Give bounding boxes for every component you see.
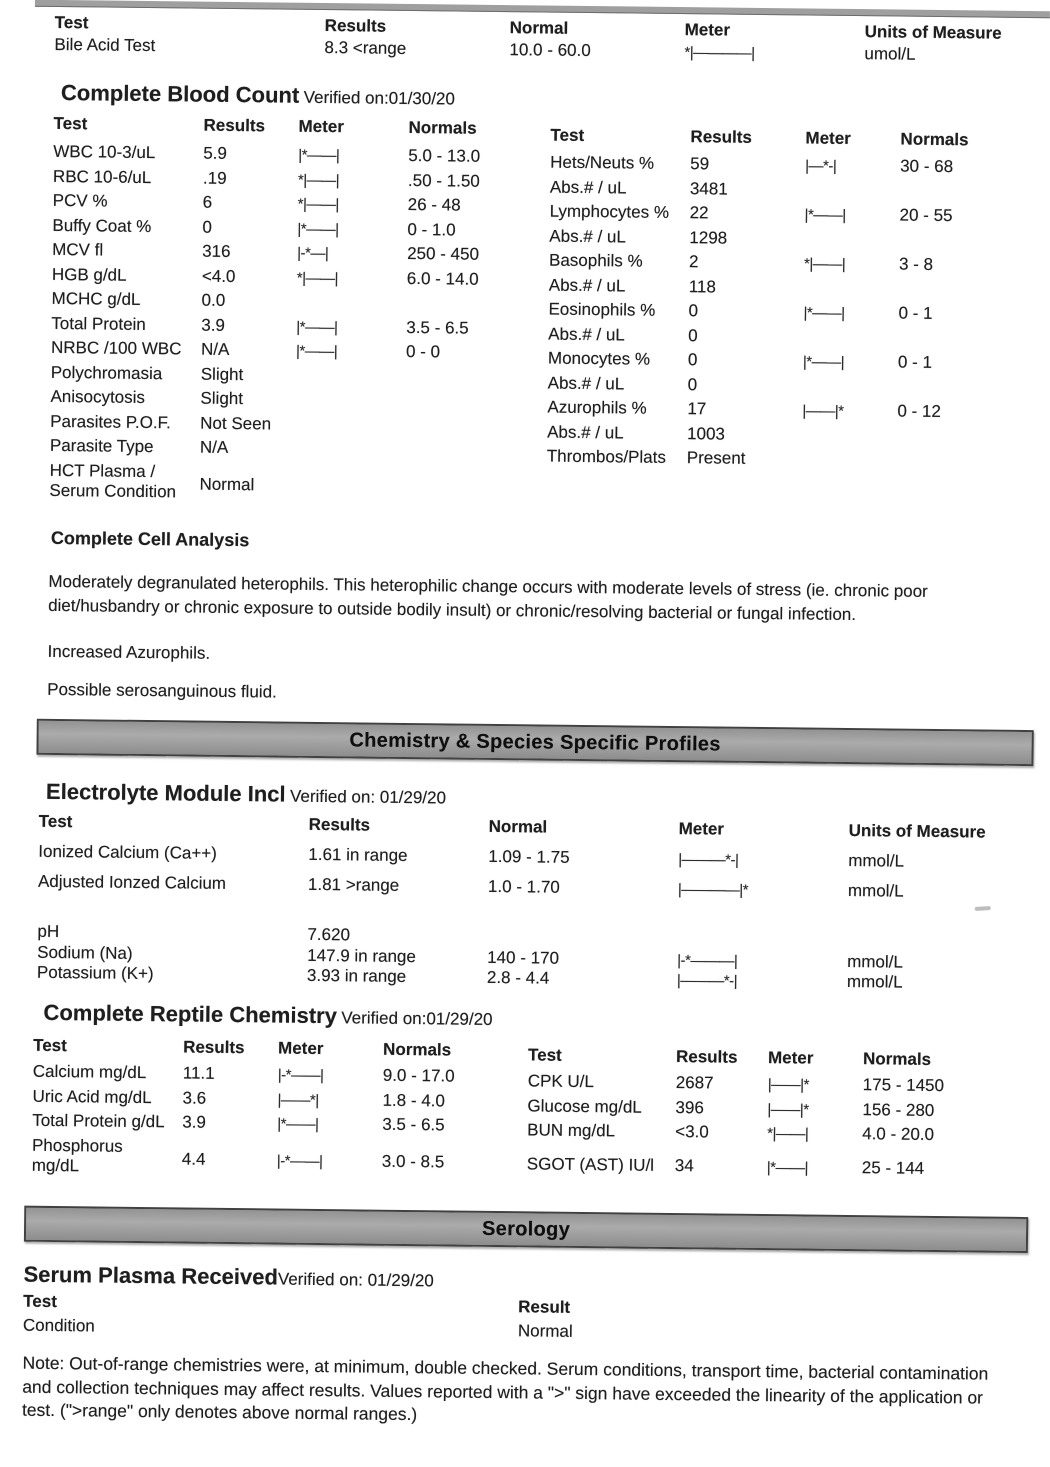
- result-value-cell: 1298: [689, 227, 728, 248]
- result-value-cell: <3.0: [675, 1122, 709, 1142]
- test-name-cell: BUN mg/dL: [527, 1120, 616, 1141]
- test-name-cell: MCHC g/dL: [51, 288, 141, 309]
- test-name-cell: Adjusted Ionzed Calcium: [37, 871, 227, 893]
- result-value-cell: N/A: [200, 339, 230, 359]
- normal-range-cell: 1.0 - 1.70: [487, 876, 560, 897]
- cbc-right-table: [547, 126, 996, 477]
- range-meter: *|——|: [767, 1125, 809, 1143]
- col-header-meter: Meter: [805, 128, 851, 148]
- test-name-cell: Azurophils %: [547, 397, 647, 418]
- normals-cell: [404, 487, 499, 488]
- test-name-cell: Potassium (K+): [36, 962, 154, 984]
- result-value-cell: 1.81 >range: [307, 874, 400, 895]
- normals-cell: 250 - 450: [407, 243, 480, 264]
- cbc-left-table: [49, 114, 503, 511]
- normal-range-cell: 1.09 - 1.75: [488, 846, 570, 867]
- range-meter: [803, 342, 898, 343]
- result-value-cell: 11.1: [182, 1063, 215, 1083]
- units-cell: mmol/L: [847, 951, 903, 972]
- result-value-cell: 0: [687, 350, 698, 370]
- result-value-cell: 7.620: [307, 924, 351, 945]
- result-value-cell: Present: [686, 448, 746, 468]
- normals-cell: [898, 392, 993, 393]
- normals-cell: 0 - 1.0: [407, 219, 456, 240]
- result-value-cell: 0.0: [201, 290, 226, 310]
- range-meter: |*——|: [277, 1115, 319, 1134]
- range-meter: |*——|: [802, 353, 845, 371]
- col-header-normal: Normal: [509, 18, 569, 38]
- normals-cell: [898, 343, 993, 344]
- normals-cell: 156 - 280: [862, 1099, 935, 1120]
- test-name-cell: Polychromasia: [50, 362, 163, 383]
- range-meter: [295, 429, 405, 430]
- col-header-results: Results: [675, 1047, 738, 1067]
- normals-cell: [405, 430, 500, 431]
- test-name-cell: Ionized Calcium (Ca++): [38, 841, 218, 863]
- normals-cell: [405, 455, 500, 456]
- test-name-cell: HGB g/dL: [51, 264, 127, 285]
- normals-cell: [899, 294, 994, 295]
- table-row: [527, 1120, 1007, 1150]
- range-meter: [295, 486, 405, 487]
- normals-cell: 5.0 - 13.0: [408, 145, 481, 166]
- range-meter: |*——|: [804, 206, 846, 224]
- col-header-meter: Meter: [298, 116, 345, 137]
- result-value-cell: 3.6: [182, 1087, 207, 1108]
- result-value-cell: 0: [688, 301, 699, 321]
- normals-cell: .50 - 1.50: [407, 170, 480, 191]
- units-cell: [847, 946, 1032, 948]
- range-meter: [802, 440, 897, 441]
- col-header-normals: Normals: [383, 1039, 452, 1060]
- result-value-cell: 3.9: [201, 315, 226, 335]
- range-meter: [677, 944, 847, 946]
- normals-cell: 1.8 - 4.0: [382, 1090, 446, 1110]
- test-name-cell: NRBC /100 WBC: [50, 337, 182, 359]
- test-name-cell: SGOT (AST) IU/l: [526, 1153, 655, 1175]
- test-name-cell: Condition: [22, 1315, 95, 1336]
- result-value-cell: 22: [689, 203, 709, 223]
- section-title: Electrolyte Module Incl: [45, 778, 286, 807]
- result-value-cell: 59: [690, 154, 710, 174]
- test-name-cell: Total Protein g/dL: [32, 1110, 165, 1132]
- test-name-cell: Abs.# / uL: [548, 275, 626, 295]
- normals-cell: 9.0 - 17.0: [382, 1065, 455, 1086]
- normals-cell: 175 - 1450: [862, 1075, 945, 1096]
- result-value-cell: 316: [202, 241, 231, 261]
- normals-cell: 0 - 12: [897, 401, 941, 422]
- test-name-cell: CPK U/L: [527, 1071, 595, 1092]
- cbc-section-title: [61, 80, 455, 110]
- test-name-cell: PCV %: [52, 190, 108, 211]
- result-value-cell: 5.9: [203, 143, 228, 163]
- range-meter: *|——|: [297, 171, 340, 189]
- range-meter: |*——|: [297, 220, 339, 238]
- test-name-cell: Abs.# / uL: [547, 422, 624, 442]
- range-meter: |——*|: [277, 1091, 319, 1109]
- result-value-cell: N/A: [199, 437, 229, 457]
- normals-cell: [900, 196, 995, 197]
- range-meter: *|——|: [297, 195, 339, 214]
- range-meter: [803, 391, 898, 392]
- col-header-results: Results: [183, 1037, 245, 1058]
- result-value-cell: 1003: [687, 423, 726, 444]
- result-value-cell: <4.0: [201, 266, 236, 286]
- verified-date: Verified on:01/30/20: [303, 87, 456, 109]
- range-meter: *|——|: [296, 269, 339, 287]
- normal-range-cell: 2.8 - 4.4: [486, 967, 550, 988]
- range-meter: [295, 454, 405, 455]
- range-meter: [802, 464, 897, 465]
- test-name-cell: Parasites P.O.F.: [50, 411, 171, 432]
- section-bile-acid: [54, 13, 1019, 66]
- range-meter: |—*-|: [805, 157, 837, 175]
- result-value-cell: 1.61 in range: [308, 844, 408, 865]
- range-meter: |*——|: [296, 318, 338, 336]
- range-meter: |——|*: [767, 1076, 809, 1094]
- result-value-cell: 34: [674, 1155, 694, 1175]
- result-value-cell: 3.9: [182, 1112, 207, 1132]
- table-row: [32, 1135, 502, 1185]
- section-title: Complete Cell Analysis: [50, 527, 250, 551]
- serum-plasma-table: [23, 1292, 723, 1348]
- range-meter: |*——|: [766, 1158, 809, 1177]
- electrolyte-section-title: [46, 779, 446, 810]
- test-name-cell: Lymphocytes %: [549, 201, 670, 222]
- section-title: Complete Blood Count: [60, 80, 300, 108]
- test-name-cell: HCT Plasma / Serum Condition: [49, 460, 177, 501]
- units-cell: umol/L: [864, 44, 916, 64]
- normals-cell: [899, 245, 994, 246]
- col-header-normal: Normal: [488, 816, 548, 837]
- normals-cell: 4.0 - 20.0: [862, 1124, 935, 1144]
- test-name-cell: Eosinophils %: [548, 299, 656, 320]
- result-value-cell: Normal: [517, 1321, 573, 1341]
- reptile-right-table: [527, 1045, 1008, 1183]
- col-header-meter: Meter: [678, 819, 725, 839]
- normals-cell: 3.5 - 6.5: [406, 317, 469, 338]
- col-header-test: Test: [527, 1045, 562, 1065]
- result-value-cell: 0: [202, 217, 213, 237]
- range-meter: |*——|: [298, 146, 340, 165]
- footer-note: Note: Out-of-range chemistries were, at minimum, double checked. Serum conditions, transport time, bacterial contamination and collection techniques may affect results. Values reported with a ">" sign have exceeded the linearity of the application or test. (">range" only denotes above normal ranges.): [21, 1352, 989, 1425]
- units-cell: mmol/L: [848, 850, 905, 871]
- normals-cell: 3 - 8: [898, 254, 934, 274]
- test-name-cell: Thrombos/Plats: [546, 446, 667, 467]
- serum-plasma-title: [23, 1262, 434, 1293]
- result-value-cell: 396: [675, 1097, 704, 1117]
- result-value-cell: 118: [688, 276, 717, 296]
- col-header-normals: Normals: [862, 1049, 932, 1069]
- result-value-cell: 2: [688, 252, 699, 272]
- normals-cell: 0 - 0: [405, 341, 441, 362]
- table-row: [547, 447, 992, 477]
- col-header-results: Results: [308, 814, 371, 835]
- cell-analysis-title: [51, 528, 250, 551]
- range-meter: |———*-|: [676, 972, 738, 990]
- test-name-cell: Total Protein: [51, 313, 146, 334]
- normal-range-cell: 10.0 - 60.0: [509, 40, 591, 61]
- test-name-cell: Bile Acid Test: [54, 34, 156, 56]
- range-meter: *|————|: [684, 44, 755, 62]
- result-value-cell: 0: [688, 325, 698, 345]
- normals-cell: 0 - 1: [897, 352, 933, 372]
- col-header-test: Test: [53, 113, 88, 134]
- units-cell: mmol/L: [846, 971, 903, 992]
- normals-cell: 3.0 - 8.5: [381, 1151, 445, 1172]
- range-meter: |——|*: [767, 1100, 809, 1119]
- col-header-test: Test: [33, 1035, 67, 1056]
- range-meter: |-*——|: [276, 1152, 323, 1170]
- reptile-section-title: [43, 1000, 492, 1031]
- result-value-cell: 147.9 in range: [307, 945, 416, 966]
- range-meter: |-*———|: [677, 951, 738, 970]
- col-header-units: Units of Measure: [864, 22, 1002, 43]
- result-value-cell: 2687: [675, 1073, 714, 1093]
- normals-cell: [405, 406, 500, 407]
- result-value-cell: 0: [687, 374, 698, 394]
- normals-cell: [897, 466, 992, 467]
- normals-cell: 3.5 - 6.5: [382, 1114, 445, 1135]
- normal-range-cell: 140 - 170: [487, 947, 560, 968]
- normals-cell: 25 - 144: [861, 1157, 925, 1178]
- col-header-test: Test: [550, 125, 585, 145]
- electrolyte-table: [37, 812, 1034, 995]
- cell-analysis-paragraph: Possible serosanguinous fluid.: [47, 679, 277, 702]
- col-header-normals: Normals: [900, 129, 969, 150]
- test-name-cell: Abs.# / uL: [549, 226, 627, 246]
- result-value-cell: Normal: [199, 474, 255, 495]
- test-name-cell: Hets/Neuts %: [550, 152, 655, 173]
- col-header-normals: Normals: [408, 117, 477, 138]
- col-header-results: Results: [203, 115, 266, 136]
- test-name-cell: Uric Acid mg/dL: [32, 1086, 152, 1107]
- normals-cell: [407, 308, 502, 309]
- banner-label: Serology: [481, 1217, 571, 1241]
- col-header-units: Units of Measure: [848, 821, 986, 842]
- test-name-cell: Abs.# / uL: [549, 177, 627, 197]
- test-name-cell: MCV fl: [52, 239, 104, 260]
- col-header-test: Test: [54, 12, 89, 33]
- test-name-cell: Phosphorus mg/dL: [31, 1135, 123, 1175]
- normal-range-cell: [487, 942, 677, 944]
- normals-cell: [897, 441, 992, 442]
- col-header-result: Result: [518, 1297, 571, 1317]
- test-name-cell: Abs.# / uL: [547, 373, 625, 393]
- range-meter: |———*-|: [678, 851, 739, 869]
- result-value-cell: 6: [202, 192, 213, 212]
- test-name-cell: Basophils %: [548, 250, 643, 271]
- range-meter: [804, 244, 899, 245]
- test-name-cell: RBC 10-6/uL: [52, 166, 152, 187]
- col-header-results: Results: [324, 16, 387, 36]
- range-meter: |-*—|: [297, 244, 329, 263]
- range-meter: *|——|: [803, 255, 846, 273]
- table-row: [49, 460, 499, 510]
- range-meter: [805, 195, 900, 196]
- result-value-cell: 3481: [689, 178, 728, 199]
- col-header-results: Results: [690, 127, 753, 147]
- range-meter: [296, 380, 406, 381]
- col-header-meter: Meter: [684, 20, 731, 40]
- range-meter: |——|*: [802, 402, 844, 420]
- test-name-cell: Monocytes %: [547, 348, 651, 369]
- verified-date: Verified on: 01/29/20: [277, 1269, 434, 1291]
- range-meter: |————|*: [677, 881, 749, 899]
- normals-cell: [406, 381, 501, 382]
- result-value-cell: 4.4: [181, 1149, 206, 1169]
- verified-date: Verified on: 01/29/20: [289, 786, 447, 808]
- result-value-cell: .19: [202, 168, 227, 188]
- normals-cell: 20 - 55: [899, 205, 953, 226]
- chemistry-section-banner: [36, 719, 1033, 766]
- cell-analysis-paragraph: Increased Azurophils.: [47, 641, 211, 663]
- range-meter: [297, 307, 407, 308]
- test-name-cell: Sodium (Na): [37, 942, 133, 963]
- col-header-test: Test: [38, 811, 73, 832]
- cell-analysis-paragraph: Moderately degranulated heterophils. This heterophilic change occurs with moderate levels of stress (ie. chronic poor diet/husbandry or chronic exposure to outside bodily insult) or chronic/resolving bacterial or fungal infection.: [48, 571, 928, 624]
- normals-cell: 26 - 48: [407, 194, 461, 215]
- range-meter: [804, 293, 899, 294]
- result-value-cell: Slight: [200, 388, 244, 409]
- section-title: Complete Reptile Chemistry: [43, 999, 338, 1029]
- serology-section-banner: [24, 1206, 1028, 1253]
- test-name-cell: Abs.# / uL: [548, 324, 625, 344]
- test-name-cell: Anisocytosis: [50, 386, 146, 407]
- result-value-cell: Not Seen: [200, 413, 272, 433]
- units-cell: mmol/L: [847, 880, 904, 901]
- normals-cell: 6.0 - 14.0: [406, 268, 479, 289]
- test-name-cell: Glucose mg/dL: [527, 1095, 642, 1117]
- result-value-cell: 8.3 <range: [324, 38, 407, 58]
- col-header-meter: Meter: [278, 1038, 324, 1059]
- range-meter: [295, 405, 405, 406]
- result-value-cell: Slight: [200, 364, 244, 384]
- test-name-cell: WBC 10-3/uL: [53, 141, 156, 163]
- table-row: [527, 1154, 1007, 1184]
- test-name-cell: Parasite Type: [49, 435, 154, 457]
- test-name-cell: Calcium mg/dL: [32, 1061, 147, 1083]
- range-meter: |*——|: [295, 342, 338, 361]
- test-name-cell: pH: [37, 921, 60, 942]
- result-value-cell: 17: [687, 399, 707, 419]
- reptile-left-table: [32, 1036, 504, 1186]
- col-header-test: Test: [23, 1291, 58, 1312]
- test-name-cell: Buffy Coat %: [52, 215, 152, 236]
- result-value-cell: 3.93 in range: [306, 965, 407, 986]
- section-title: Serum Plasma Received: [23, 1261, 279, 1290]
- normals-cell: 0 - 1: [898, 303, 933, 323]
- range-meter: |-*——|: [277, 1066, 324, 1085]
- col-header-meter: Meter: [767, 1048, 814, 1068]
- banner-label: Chemistry & Species Specific Profiles: [349, 728, 721, 756]
- range-meter: |*——|: [803, 304, 845, 322]
- normals-cell: 30 - 68: [900, 156, 954, 177]
- verified-date: Verified on:01/29/20: [341, 1008, 493, 1029]
